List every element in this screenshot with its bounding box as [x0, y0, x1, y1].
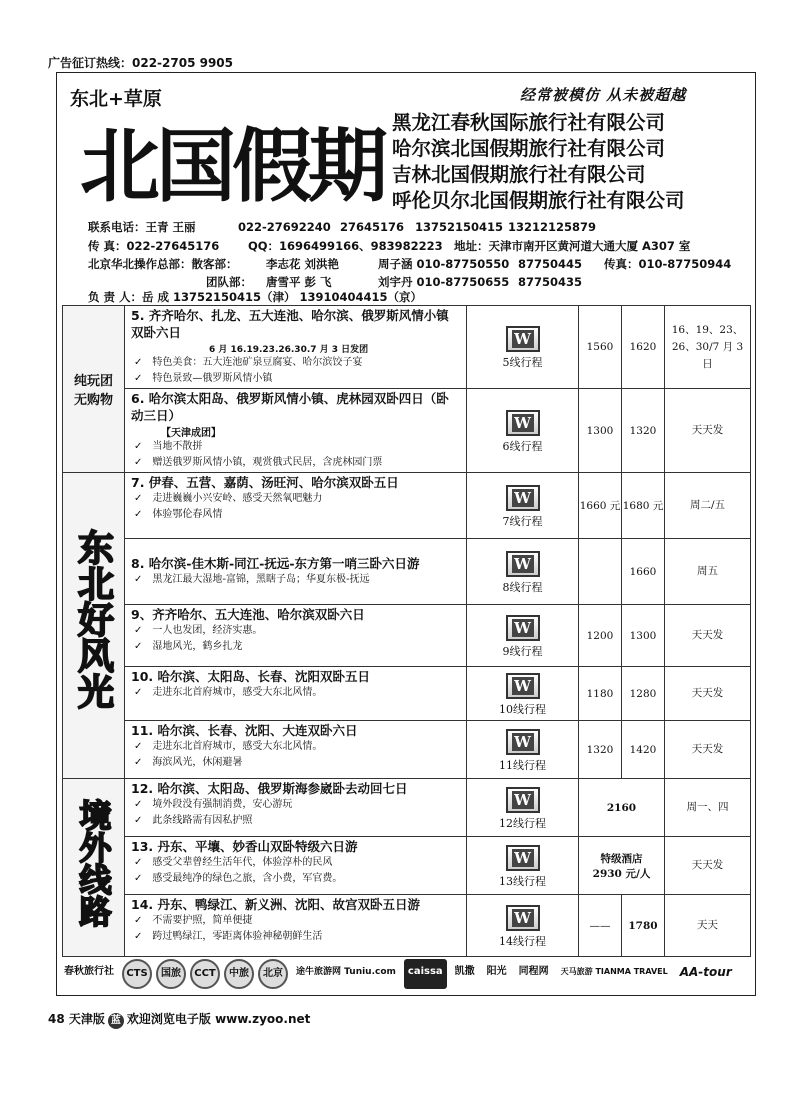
- route-note: 【天津成团】: [161, 428, 221, 439]
- price-1: ——: [579, 895, 622, 957]
- price-1: [579, 539, 622, 605]
- itinerary-link[interactable]: [467, 721, 579, 779]
- price-2: 1680 元: [622, 473, 665, 539]
- price-2: 1780: [622, 895, 665, 957]
- route-cell: [125, 306, 467, 389]
- route-title: 6. 哈尔滨太阳岛、俄罗斯风情小镇、虎林园双卧四日（卧动三日）: [131, 391, 449, 423]
- word-doc-icon[interactable]: W: [506, 615, 540, 641]
- itinerary-link[interactable]: [467, 779, 579, 837]
- itinerary-label: 6线行程: [502, 439, 543, 453]
- partner-logo: 北京: [258, 959, 288, 989]
- company-name: 呼伦贝尔北国假期旅行社有限公司: [392, 189, 685, 212]
- route-cell: [125, 779, 467, 837]
- itinerary-label: 12线行程: [499, 816, 546, 830]
- team-label: 团队部：: [206, 275, 252, 289]
- route-bullet: ✓ 此条线路需有因私护照: [131, 813, 460, 829]
- price-1: 1200: [579, 605, 622, 667]
- departure: 16、19、23、26、30/7 月 3 日: [665, 306, 751, 389]
- route-bullet: ✓ 特色景致—俄罗斯风情小镇: [131, 371, 460, 387]
- route-bullet: ✓ 跨过鸭绿江，零距离体验神秘朝鲜生活: [131, 929, 460, 945]
- contact-beijing-row: [88, 256, 748, 273]
- price-merged: 2160: [579, 779, 665, 837]
- category-overseas: [63, 779, 125, 957]
- region-title: 东北+草原: [70, 88, 162, 110]
- company-name: 吉林北国假期旅行社有限公司: [392, 163, 646, 186]
- table-row: [63, 473, 751, 539]
- route-cell: [125, 605, 467, 667]
- route-title: 14. 丹东、鸭绿江、新义洲、沈阳、故宫双卧五日游: [131, 897, 420, 912]
- route-bullet: ✓ 一人也发团，经济实惠。: [131, 623, 460, 639]
- company-name: 黑龙江春秋国际旅行社有限公司: [392, 111, 666, 134]
- route-cell: [125, 837, 467, 895]
- partner-logo: 中旅: [224, 959, 254, 989]
- itinerary-link[interactable]: [467, 539, 579, 605]
- contact-owner-row: [88, 289, 748, 306]
- route-bullet: ✓ 赠送俄罗斯风情小镇，观赏俄式民居，含虎林园门票: [131, 455, 460, 471]
- slogan: 经常被模仿 从未被超越: [520, 86, 687, 104]
- route-bullet: ✓ 体验鄂伦春风情: [131, 507, 460, 523]
- category-northeast-label: 东北好风光: [72, 529, 115, 709]
- route-title: 9、齐齐哈尔、五大连池、哈尔滨双卧六日: [131, 607, 365, 622]
- partner-logo: caissa: [404, 959, 447, 989]
- route-bullet: ✓ 走进东北首府城市，感受大东北风情。: [131, 739, 460, 755]
- tel1: 022-27692240: [238, 220, 331, 234]
- itinerary-link[interactable]: [467, 605, 579, 667]
- route-bullet: ✓ 黑龙江最大湿地-富锦，黑瞎子岛；华夏东极-抚远: [131, 572, 460, 588]
- departure: 天天发: [665, 837, 751, 895]
- route-cell: [125, 473, 467, 539]
- brand-title: 北国假期: [80, 119, 384, 213]
- departure: 周五: [665, 539, 751, 605]
- price-2: 1660: [622, 539, 665, 605]
- table-row: [63, 389, 751, 473]
- footer-link[interactable]: 欢迎浏览电子版 www.zyoo.net: [126, 1012, 311, 1026]
- team-contact: 刘宇丹 010-87750655: [378, 275, 510, 289]
- qq: QQ：1696499166、983982223: [248, 239, 443, 253]
- ad-hotline: 广告征订热线：022-2705 9905: [48, 56, 234, 70]
- itinerary-label: 7线行程: [502, 514, 543, 528]
- category-overseas-label: 境外线路: [74, 798, 113, 927]
- word-doc-icon[interactable]: W: [506, 551, 540, 577]
- partner-logo: 同程网: [515, 959, 553, 989]
- route-bullet: ✓ 不需要护照，简单便捷: [131, 913, 460, 929]
- departure: 周一、四: [665, 779, 751, 837]
- table-row: [63, 837, 751, 895]
- word-doc-icon[interactable]: W: [506, 845, 540, 871]
- bj-fax: 传真：010-87750944: [604, 257, 732, 271]
- contact-phone-row: [88, 219, 748, 236]
- edition-badge: 蓝: [108, 1013, 124, 1029]
- itinerary-label: 9线行程: [502, 644, 543, 658]
- route-title: 11. 哈尔滨、长春、沈阳、大连双卧六日: [131, 723, 358, 738]
- route-bullet: ✓ 境外段没有强制消费，安心游玩: [131, 797, 460, 813]
- price-2: 1420: [622, 721, 665, 779]
- departure: 天天发: [665, 605, 751, 667]
- bj-names: 李志花 刘洪艳: [266, 257, 340, 271]
- departure: 天天发: [665, 667, 751, 721]
- itinerary-link[interactable]: [467, 837, 579, 895]
- word-doc-icon[interactable]: W: [506, 410, 540, 436]
- category-northeast: [63, 473, 125, 779]
- tel-label: 联系电话：王青 王丽: [88, 220, 196, 234]
- bj-num: 87750445: [518, 257, 583, 271]
- itinerary-label: 13线行程: [499, 874, 546, 888]
- itinerary-label: 11线行程: [499, 758, 546, 772]
- route-table: [62, 305, 751, 957]
- price-1: 1560: [579, 306, 622, 389]
- bj-label: 北京华北操作总部：散客部：: [88, 257, 238, 271]
- partner-logos: [60, 956, 756, 992]
- company-name: 哈尔滨北国假期旅行社有限公司: [392, 137, 666, 160]
- route-bullet: ✓ 走进巍巍小兴安岭、感受天然氧吧魅力: [131, 491, 460, 507]
- price-1: 1320: [579, 721, 622, 779]
- word-doc-icon[interactable]: W: [506, 326, 540, 352]
- price-1: 1180: [579, 667, 622, 721]
- departure: 天天发: [665, 389, 751, 473]
- price-2: 1320: [622, 389, 665, 473]
- route-bullet: ✓ 海滨风光，休闲避暑: [131, 755, 460, 771]
- word-doc-icon[interactable]: W: [506, 673, 540, 699]
- partner-logo: 凯撒: [451, 959, 479, 989]
- itinerary-link[interactable]: [467, 473, 579, 539]
- price-1: 1660 元: [579, 473, 622, 539]
- team-num: 87750435: [518, 275, 583, 289]
- tel3: 13752150415: [415, 220, 504, 234]
- itinerary-label: 14线行程: [499, 934, 546, 948]
- partner-logo: 途牛旅游网 Tuniu.com: [292, 959, 400, 989]
- route-title: 8. 哈尔滨-佳木斯-同江-抚远-东方第一哨三卧六日游: [131, 556, 420, 571]
- tel4: 13212125879: [508, 220, 597, 234]
- contact-fax-row: [88, 238, 748, 255]
- price-2: 1620: [622, 306, 665, 389]
- departure: 周二/五: [665, 473, 751, 539]
- route-bullet: ✓ 特色美食：五大连池矿泉豆腐宴、哈尔滨饺子宴: [131, 355, 460, 371]
- bj-contact: 周子涵 010-87750550: [378, 257, 510, 271]
- itinerary-link[interactable]: [467, 306, 579, 389]
- route-bullet: ✓ 感受最纯净的绿色之旅，含小费，军官费。: [131, 871, 460, 887]
- itinerary-label: 8线行程: [502, 580, 543, 594]
- route-bullet: ✓ 当地不散拼: [131, 439, 460, 455]
- itinerary-link[interactable]: [467, 895, 579, 957]
- price-merged: 特级酒店 2930 元/人: [579, 837, 665, 895]
- partner-logo: 阳光: [483, 959, 511, 989]
- partner-logo: CCT: [190, 959, 220, 989]
- table-row: [63, 539, 751, 605]
- itinerary-link[interactable]: [467, 389, 579, 473]
- table-row: [63, 605, 751, 667]
- departure: 天天发: [665, 721, 751, 779]
- table-row: [63, 721, 751, 779]
- table-row: [63, 895, 751, 957]
- partner-logo: 春秋旅行社: [60, 959, 118, 989]
- partner-logo: 天马旅游 TIANMA TRAVEL: [557, 959, 672, 989]
- partner-logo: 国旅: [156, 959, 186, 989]
- route-note: 6 月 16.19.23.26.30.7 月 3 日发团: [209, 345, 369, 355]
- itinerary-link[interactable]: [467, 667, 579, 721]
- word-doc-icon[interactable]: W: [506, 729, 540, 755]
- departure: 天天: [665, 895, 751, 957]
- table-row: [63, 306, 751, 389]
- route-bullet: ✓ 感受父辈曾经生活年代，体验淳朴的民风: [131, 855, 460, 871]
- partner-logo: CTS: [122, 959, 152, 989]
- route-title: 12. 哈尔滨、太阳岛、俄罗斯海参崴卧去动回七日: [131, 781, 408, 796]
- itinerary-label: 5线行程: [502, 356, 543, 369]
- itinerary-label: 10线行程: [499, 702, 546, 716]
- tel2: 27645176: [340, 220, 405, 234]
- partner-logo: AA-tour: [676, 959, 736, 989]
- route-cell: [125, 667, 467, 721]
- team-names: 唐雪平 彭 飞: [266, 275, 332, 289]
- route-title: 5. 齐齐哈尔、扎龙、五大连池、哈尔滨、俄罗斯风情小镇双卧六日: [131, 308, 449, 340]
- word-doc-icon[interactable]: W: [506, 905, 540, 931]
- route-title: 7. 伊春、五营、嘉荫、汤旺河、哈尔滨双卧五日: [131, 475, 399, 490]
- table-row: [63, 779, 751, 837]
- table-row: [63, 667, 751, 721]
- word-doc-icon[interactable]: W: [506, 485, 540, 511]
- route-cell: [125, 389, 467, 473]
- price-2: 1300: [622, 605, 665, 667]
- page-number: 48 天津版: [48, 1012, 105, 1026]
- price-1: 1300: [579, 389, 622, 473]
- route-cell: [125, 539, 467, 605]
- price-2: 1280: [622, 667, 665, 721]
- route-title: 13. 丹东、平壤、妙香山双卧特级六日游: [131, 839, 358, 854]
- company-list: [392, 110, 752, 214]
- category-pure: 纯玩团 无购物: [63, 306, 125, 473]
- owner: 负 责 人：岳 成 13752150415（津） 13910404415（京）: [88, 290, 423, 304]
- fax-label: 传 真：022-27645176: [88, 239, 220, 253]
- footer: [48, 1010, 310, 1029]
- route-cell: [125, 721, 467, 779]
- route-bullet: ✓ 走进东北首府城市，感受大东北风情。: [131, 685, 460, 701]
- route-cell: [125, 895, 467, 957]
- address: 地址：天津市南开区黄河道大通大厦 A307 室: [454, 239, 691, 253]
- route-title: 10. 哈尔滨、太阳岛、长春、沈阳双卧五日: [131, 669, 370, 684]
- route-bullet: ✓ 湿地风光，鹤乡扎龙: [131, 639, 460, 655]
- word-doc-icon[interactable]: W: [506, 787, 540, 813]
